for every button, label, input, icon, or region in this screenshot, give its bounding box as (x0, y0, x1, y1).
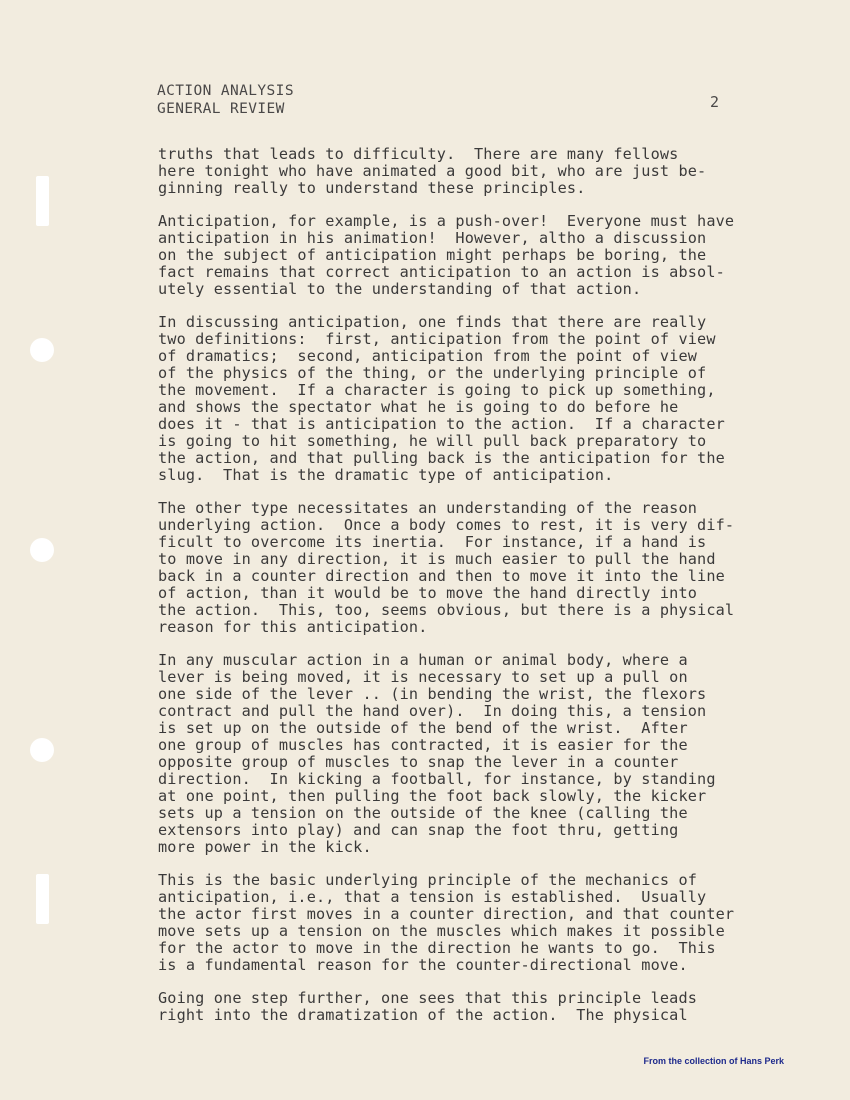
text-line: for the actor to move in the direction he wants to go. This (158, 939, 716, 957)
text-line: of dramatics; second, anticipation from the point of view (158, 347, 698, 365)
header-title: ACTION ANALYSIS (157, 83, 294, 99)
text-line: ficult to overcome its inertia. For instance, if a hand is (158, 533, 707, 551)
text-line: direction. In kicking a football, for instance, by standing (158, 770, 716, 788)
text-line: slug. That is the dramatic type of anticipation. (158, 466, 614, 484)
text-line: the action, and that pulling back is the anticipation for the (158, 449, 725, 467)
text-line: does it - that is anticipation to the action. If a character (158, 415, 725, 433)
paragraph (158, 500, 798, 636)
text-line: lever is being moved, it is necessary to set up a pull on (158, 668, 688, 686)
binder-tab-mark (36, 176, 49, 226)
text-line: at one point, then pulling the foot back slowly, the kicker (158, 787, 707, 805)
text-line: of the physics of the thing, or the underlying principle of (158, 364, 707, 382)
text-line: to move in any direction, it is much easier to pull the hand (158, 550, 716, 568)
text-line: is set up on the outside of the bend of the wrist. After (158, 719, 688, 737)
text-line: Anticipation, for example, is a push-over! Everyone must have (158, 212, 735, 230)
text-line: is going to hit something, he will pull back preparatory to (158, 432, 707, 450)
punch-hole (30, 738, 54, 762)
text-line: utely essential to the understanding of that action. (158, 280, 642, 298)
text-line: extensors into play) and can snap the foot thru, getting (158, 821, 679, 839)
text-line: one side of the lever .. (in bending the wrist, the flexors (158, 685, 707, 703)
collection-credit: From the collection of Hans Perk (643, 1056, 784, 1066)
text-line: sets up a tension on the outside of the knee (calling the (158, 804, 688, 822)
document-header (157, 82, 294, 118)
text-line: reason for this anticipation. (158, 618, 428, 636)
text-line: the action. This, too, seems obvious, but there is a physical (158, 601, 735, 619)
text-line: anticipation in his animation! However, altho a discussion (158, 229, 707, 247)
text-line: underlying action. Once a body comes to rest, it is very dif- (158, 516, 735, 534)
page-number: 2 (710, 93, 720, 111)
text-line: truths that leads to difficulty. There are many fellows (158, 145, 679, 163)
text-line: contract and pull the hand over). In doing this, a tension (158, 702, 707, 720)
text-line: on the subject of anticipation might perhaps be boring, the (158, 246, 707, 264)
text-line: more power in the kick. (158, 838, 372, 856)
text-line: In discussing anticipation, one finds that there are really (158, 313, 707, 331)
text-line: one group of muscles has contracted, it is easier for the (158, 736, 688, 754)
paragraph (158, 314, 798, 484)
text-line: is a fundamental reason for the counter-directional move. (158, 956, 688, 974)
text-line: ginning really to understand these principles. (158, 179, 586, 197)
text-line: fact remains that correct anticipation to an action is absol- (158, 263, 725, 281)
text-line: the movement. If a character is going to pick up something, (158, 381, 716, 399)
text-line: back in a counter direction and then to move it into the line (158, 567, 725, 585)
paragraph (158, 990, 798, 1024)
paragraph (158, 213, 798, 298)
text-line: here tonight who have animated a good bit, who are just be- (158, 162, 707, 180)
paragraph (158, 872, 798, 974)
text-line: the actor first moves in a counter direction, and that counter (158, 905, 735, 923)
text-line: The other type necessitates an understanding of the reason (158, 499, 698, 517)
text-line: of action, than it would be to move the hand directly into (158, 584, 698, 602)
body-text (158, 146, 798, 1040)
text-line: and shows the spectator what he is going to do before he (158, 398, 679, 416)
text-line: move sets up a tension on the muscles which makes it possible (158, 922, 725, 940)
text-line: two definitions: first, anticipation from the point of view (158, 330, 716, 348)
header-subtitle: GENERAL REVIEW (157, 101, 285, 117)
punch-hole (30, 538, 54, 562)
paragraph (158, 146, 798, 197)
text-line: anticipation, i.e., that a tension is established. Usually (158, 888, 707, 906)
punch-hole (30, 338, 54, 362)
text-line: Going one step further, one sees that this principle leads (158, 989, 698, 1007)
text-line: This is the basic underlying principle of the mechanics of (158, 871, 698, 889)
text-line: right into the dramatization of the action. The physical (158, 1006, 688, 1024)
paragraph (158, 652, 798, 856)
text-line: opposite group of muscles to snap the lever in a counter (158, 753, 679, 771)
binder-tab-mark (36, 874, 49, 924)
text-line: In any muscular action in a human or animal body, where a (158, 651, 688, 669)
